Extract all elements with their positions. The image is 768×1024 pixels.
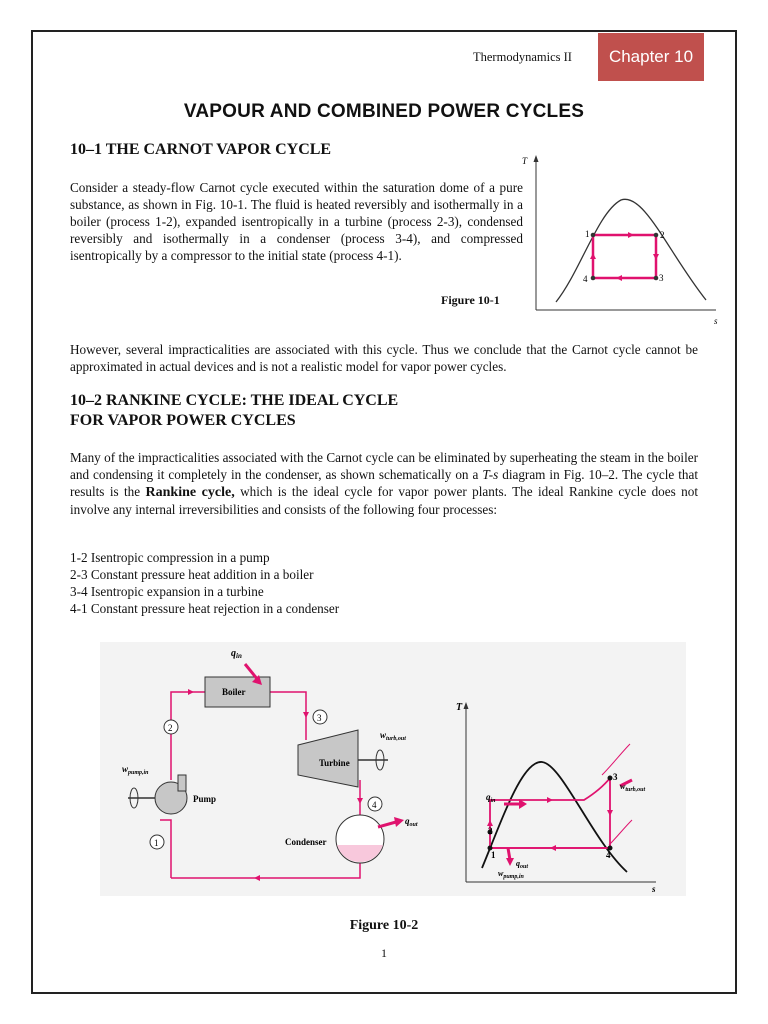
pump-outlet (178, 775, 186, 791)
fig1-point-1 (591, 233, 596, 238)
flow-arrow-icon (254, 875, 260, 881)
ts-t-label: T (456, 702, 463, 713)
pump-label: Pump (193, 794, 217, 804)
state-label-1: 1 (154, 838, 159, 848)
fig1-point-2 (654, 233, 659, 238)
fig1-arrow-12-icon (628, 232, 634, 238)
section1-paragraph1: Consider a steady-flow Carnot cycle executed within the saturation dome of a pure substance, as shown in Fig. 10-1. The fluid is heated reversibly and isothermally in a boiler (process 1-2), expanded isentropically in a turbine (process 2-3), condensed reversibly and isothermally in a condenser (process 3-4), and compressed isentropically by a compressor to the initial state (process 4-1). (70, 180, 523, 263)
fig1-t-arrow-icon (534, 155, 539, 162)
figure-10-2-schematic (100, 642, 430, 896)
ts-qout-label: $q_{out}$ (516, 859, 529, 870)
qout-arrow-icon (378, 822, 396, 827)
condenser-label: Condenser (285, 837, 327, 847)
section1-paragraph2: However, several impracticalities are associated with this cycle. Thus we conclude that the Carnot cycle cannot be approximated in actual devices and is not a realistic model for vapor power cycles. (70, 342, 698, 374)
ts-label-4: 4 (606, 850, 611, 860)
schematic-piping (160, 692, 360, 878)
fig1-t-label: T (522, 156, 528, 166)
wpump-label: $w_{pump,in}$ (122, 764, 149, 776)
section2-text-1: Many of the impracticalities associated with the Carnot cycle can be eliminated by superheating the steam in the boiler and condensing it completely in the condenser, as shown schematically on a (70, 450, 698, 482)
ts-label-2: 2 (488, 826, 493, 836)
wturb-label: $w_{turb,out}$ (380, 730, 406, 742)
rankine-cycle-term: Rankine cycle, (145, 485, 235, 500)
section2-text-2: diagram in Fig. 10–2. The cycle that results is the (70, 467, 698, 499)
process-list (70, 549, 339, 617)
qin-label: $q_{in}$ (231, 648, 242, 660)
ts-rankine-cycle (490, 778, 610, 848)
boiler-label: Boiler (222, 687, 246, 697)
fig1-label-1: 1 (585, 229, 590, 239)
ts-wturb-label: $w_{turb,out}$ (620, 782, 646, 793)
section2-heading-line1: 10–2 RANKINE CYCLE: THE IDEAL CYCLE (70, 392, 399, 409)
process-item: 3-4 Isentropic expansion in a turbine (70, 584, 264, 599)
ts-isobar-low (609, 820, 632, 845)
fig1-label-3: 3 (659, 273, 664, 283)
section2-ts-term: T-s (482, 467, 499, 482)
ts-isobar-high (602, 744, 630, 775)
process-item: 2-3 Constant pressure heat addition in a boiler (70, 567, 314, 582)
chapter-badge: Chapter 10 (598, 33, 704, 81)
fig1-carnot-cycle (593, 235, 656, 278)
ts-arrow-41-icon (550, 845, 556, 851)
fig1-arrow-23-icon (653, 254, 659, 260)
fig1-label-4: 4 (583, 274, 588, 284)
header-subject: Thermodynamics II (473, 50, 572, 64)
state-label-2: 2 (168, 723, 173, 733)
ts-label-1: 1 (491, 850, 496, 860)
ts-wpump-label: $w_{pump,in}$ (498, 869, 524, 880)
flow-arrow-icon (357, 798, 363, 804)
figure-10-2-ts-diagram (452, 700, 672, 892)
fig1-label-2: 2 (660, 230, 665, 240)
section2-heading-line2: FOR VAPOR POWER CYCLES (70, 412, 296, 429)
section1-heading: 10–1 THE CARNOT VAPOR CYCLE (70, 141, 332, 158)
page-number: 1 (381, 946, 387, 960)
fig1-point-3 (654, 276, 659, 281)
fig1-point-4 (591, 276, 596, 281)
turbine-label: Turbine (319, 758, 350, 768)
page-title: VAPOUR AND COMBINED POWER CYCLES (183, 101, 585, 122)
figure-10-1 (518, 152, 728, 327)
state-label-3: 3 (317, 713, 322, 723)
section2-paragraph (70, 449, 698, 518)
flow-arrow-icon (303, 712, 309, 718)
condenser-liquid (337, 845, 383, 862)
flow-arrow-icon (188, 689, 194, 695)
section2-text-3: which is the ideal cycle for vapor power plants. The ideal Rankine cycle does not involve any internal irreversibilities and consists of the following four processes: (70, 484, 698, 517)
ts-s-label: s (652, 884, 656, 892)
qout-arrowhead-icon (394, 817, 404, 827)
ts-qout-arrowhead-icon (506, 858, 514, 866)
qout-label: $q_{out}$ (405, 816, 418, 828)
ts-label-3: 3 (613, 772, 618, 782)
process-item: 4-1 Constant pressure heat rejection in a condenser (70, 601, 340, 616)
process-item: 1-2 Isentropic compression in a pump (70, 550, 270, 565)
ts-t-arrow-icon (464, 702, 469, 709)
ts-arrow-34-icon (607, 810, 613, 816)
ts-qin-label: $q_{in}$ (486, 792, 496, 804)
fig1-saturation-dome (556, 199, 706, 302)
fig1-arrow-34-icon (616, 275, 622, 281)
fig1-arrow-41-icon (590, 253, 596, 259)
figure-10-2-caption: Figure 10-2 (349, 918, 419, 933)
figure-10-1-caption: Figure 10-1 (441, 293, 500, 307)
ts-point-3 (608, 776, 613, 781)
state-label-4: 4 (372, 800, 377, 810)
fig1-s-label: s (714, 316, 718, 326)
ts-arrow-23-icon (547, 797, 553, 803)
